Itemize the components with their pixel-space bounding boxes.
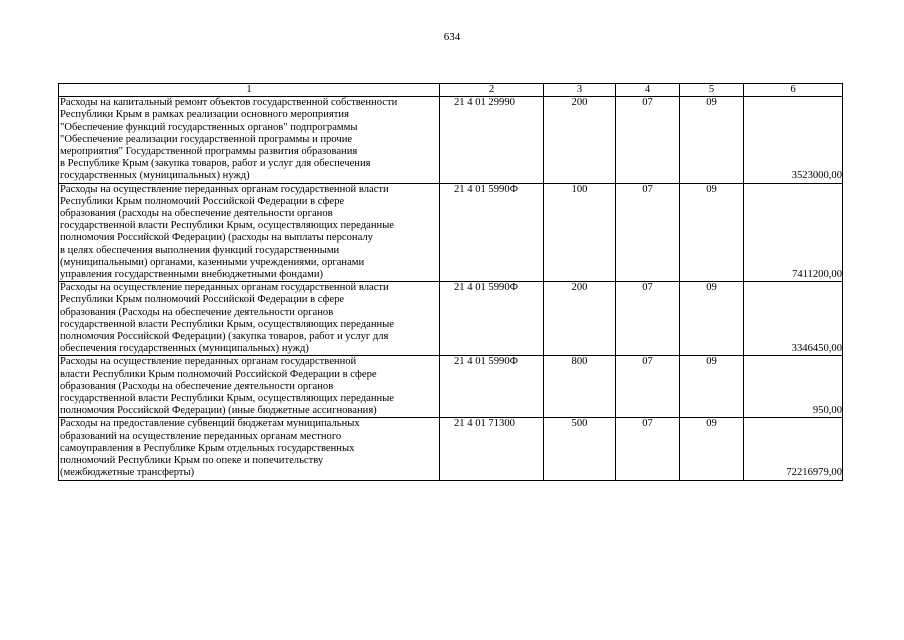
description-line: в целях обеспечения выполнения функций государственными — [60, 244, 340, 256]
row-amount: 950,00 — [744, 356, 843, 418]
header-col-3: 3 — [544, 84, 616, 97]
description-line: полномочия Российской Федерации) (расходы на выплаты персоналу — [60, 232, 373, 244]
description-line: государственных (муниципальных) нужд) — [60, 170, 250, 182]
row-amount: 72216979,00 — [744, 418, 843, 480]
description-line: Республики Крым в рамках реализации основного мероприятия — [60, 109, 349, 121]
row-col5: 09 — [680, 356, 744, 418]
row-code: 21 4 01 71300 — [440, 418, 544, 480]
description-line: "Обеспечение функций государственных органов" подпрограммы — [60, 121, 358, 133]
row-col5: 09 — [680, 183, 744, 282]
description-line: государственной власти Республики Крым, осуществляющих переданные — [60, 318, 394, 330]
description-line: Расходы на предоставление субвенций бюджетам муниципальных — [60, 418, 360, 430]
table-row — [59, 418, 843, 480]
description-line: образования (Расходы на обеспечение деятельности органов — [60, 306, 334, 318]
header-row — [59, 84, 843, 97]
description-line: Расходы на осуществление переданных органам государственной — [60, 356, 357, 368]
header-col-1: 1 — [59, 84, 440, 97]
description-line: государственной власти Республики Крым, осуществляющих переданные — [60, 220, 394, 232]
row-col3: 100 — [544, 183, 616, 282]
description-line: управления государственными внебюджетными фондами) — [60, 269, 324, 281]
table-row — [59, 356, 843, 418]
description-line: государственной власти Республики Крым, осуществляющих переданные — [60, 393, 394, 405]
description-line: полномочия Российской Федерации) (закупка товаров, работ и услуг для — [60, 331, 389, 343]
row-col4: 07 — [616, 183, 680, 282]
row-col5: 09 — [680, 97, 744, 183]
row-description — [59, 418, 440, 480]
row-code: 21 4 01 5990Ф — [440, 183, 544, 282]
description-line: (муниципальными) органами, казенными учреждениями, органами — [60, 256, 365, 268]
description-line: в Республике Крым (закупка товаров, работ и услуг для обеспечения — [60, 158, 371, 170]
table-body — [59, 97, 843, 480]
row-amount: 3523000,00 — [744, 97, 843, 183]
row-col3: 800 — [544, 356, 616, 418]
row-description — [59, 183, 440, 282]
header-col-4: 4 — [616, 84, 680, 97]
description-line: власти Республики Крым полномочий Российской Федерации в сфере — [60, 368, 377, 380]
row-description — [59, 356, 440, 418]
header-col-2: 2 — [440, 84, 544, 97]
row-code: 21 4 01 5990Ф — [440, 282, 544, 356]
description-line: (межбюджетные трансферты) — [60, 467, 195, 479]
description-line: мероприятия" Государственной программы развития образования — [60, 146, 358, 158]
table-row — [59, 97, 843, 183]
row-col4: 07 — [616, 418, 680, 480]
row-amount: 3346450,00 — [744, 282, 843, 356]
page-number: 634 — [443, 31, 461, 43]
header-col-5: 5 — [680, 84, 744, 97]
row-description — [59, 97, 440, 183]
header-col-6: 6 — [744, 84, 843, 97]
table-row — [59, 282, 843, 356]
description-line: самоуправления в Республике Крым отдельных государственных — [60, 442, 355, 454]
table-row — [59, 183, 843, 282]
description-line: образований на осуществление переданных органам местного — [60, 430, 342, 442]
row-amount: 7411200,00 — [744, 183, 843, 282]
description-line: обеспечения государственных (муниципальных) нужд) — [60, 343, 309, 355]
description-line: Расходы на осуществление переданных органам государственной власти — [60, 282, 389, 294]
description-line: полномочия Российской Федерации) (иные бюджетные ассигнования) — [60, 405, 377, 417]
description-line: образования (Расходы на обеспечение деятельности органов — [60, 380, 334, 392]
description-line: Расходы на осуществление переданных органам государственной власти — [60, 183, 389, 195]
row-col5: 09 — [680, 418, 744, 480]
description-line: полномочий Республики Крым по опеке и попечительству — [60, 455, 324, 467]
description-line: Республики Крым полномочий Российской Федерации в сфере — [60, 195, 345, 207]
row-col3: 200 — [544, 282, 616, 356]
description-line: "Обеспечение реализации государственной программы и прочие — [60, 133, 353, 145]
row-code: 21 4 01 5990Ф — [440, 356, 544, 418]
row-col3: 200 — [544, 97, 616, 183]
row-description — [59, 282, 440, 356]
row-code: 21 4 01 29990 — [440, 97, 544, 183]
budget-table — [58, 83, 843, 481]
row-col3: 500 — [544, 418, 616, 480]
row-col4: 07 — [616, 97, 680, 183]
row-col5: 09 — [680, 282, 744, 356]
row-col4: 07 — [616, 282, 680, 356]
row-col4: 07 — [616, 356, 680, 418]
description-line: Расходы на капитальный ремонт объектов государственной собственности — [60, 97, 398, 109]
description-line: образования (расходы на обеспечение деятельности органов — [60, 208, 333, 220]
description-line: Республики Крым полномочий Российской Федерации в сфере — [60, 294, 345, 306]
